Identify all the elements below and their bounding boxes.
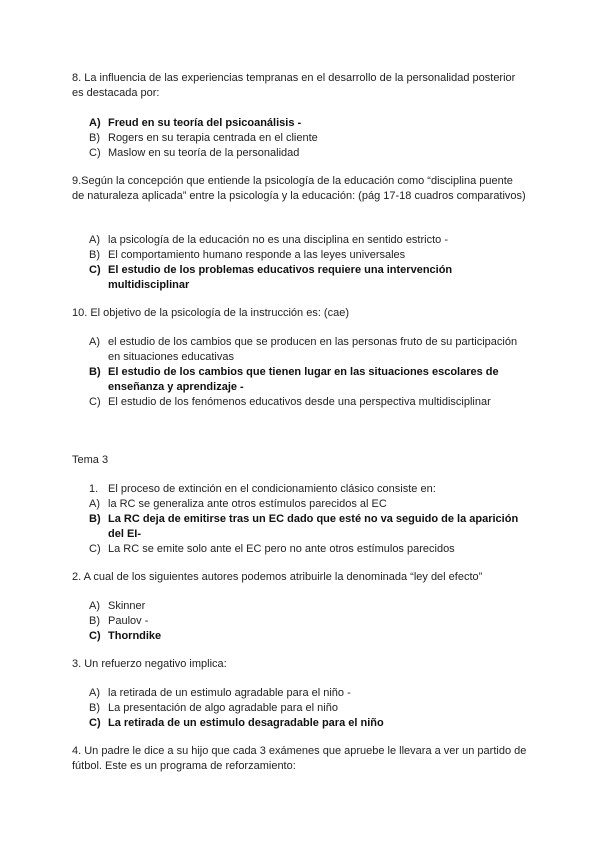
question-10-option-c: C) El estudio de los fenómenos educativos desde una perspectiva multidisciplinar [89, 396, 491, 408]
tema3-question-2-text: 2. A cual de los siguientes autores podemos atribuirle la denominada “ley del efecto” [72, 571, 483, 583]
tema3-question-4-text: 4. Un padre le dice a su hijo que cada 3 exámenes que apruebe le llevara a ver un partido de fútbol. Este es un programa de reforzamiento: [72, 745, 527, 772]
tema3-question-1-option-c: C) La RC se emite solo ante el EC pero no ante otros estímulos parecidos [89, 543, 455, 555]
question-9-option-c: C) El estudio de los problemas educativos requiere una intervención multidisciplinar [89, 264, 453, 291]
question-9-option-b: B) El comportamiento humano responde a las leyes universales [89, 249, 406, 261]
tema3-question-3-option-b: B) La presentación de algo agradable para el niño [89, 702, 338, 714]
tema3-question-2-options [89, 599, 529, 644]
tema3-question-3-option-c: C) La retirada de un estimulo desagradable para el niño [89, 717, 384, 729]
question-10-option-a: A) el estudio de los cambios que se producen en las personas fruto de su participación en situaciones educativas [89, 336, 518, 363]
tema3-question-1-options [89, 497, 529, 557]
tema3-question-2-option-b: B) Paulov - [89, 615, 149, 627]
section-heading: Tema 3 [72, 454, 109, 466]
question-8-option-c: C) Maslow en su teoría de la personalidad [89, 147, 300, 159]
question-10-options [89, 335, 529, 410]
tema3-question-3-option-a: A) la retirada de un estimulo agradable para el niño - [89, 687, 351, 699]
tema3-question-3-text: 3. Un refuerzo negativo implica: [72, 658, 227, 670]
tema3-question-1-option-a: A) la RC se generaliza ante otros estímulos parecidos al EC [89, 498, 387, 510]
question-8-option-b: B) Rogers en su terapia centrada en el cliente [89, 132, 318, 144]
question-8-text: 8. La influencia de las experiencias tempranas en el desarrollo de la personalidad posterior es destacada por: [72, 72, 516, 99]
question-8-options [89, 116, 529, 161]
tema3-question-1-option-b: B) La RC deja de emitirse tras un EC dado que esté no va seguido de la aparición del EI- [89, 513, 519, 540]
question-8-option-a: A) Freud en su teoría del psicoanálisis - [89, 117, 302, 129]
question-10-text: 10. El objetivo de la psicología de la instrucción es: (cae) [72, 307, 349, 319]
question-9-options [89, 233, 529, 293]
tema3-question-2-option-a: A) Skinner [89, 600, 146, 612]
question-9-text: 9.Según la concepción que entiende la psicología de la educación como “disciplina puente de naturaleza aplicada” entre la psicología y la educación: (pág 17-18 cuadros comparativos) [72, 175, 526, 202]
tema3-question-3-options [89, 686, 529, 731]
tema3-question-1-text: 1. El proceso de extinción en el condicionamiento clásico consiste en: [89, 483, 436, 495]
question-10-option-b: B) El estudio de los cambios que tienen lugar en las situaciones escolares de enseñanza y aprendizaje - [89, 366, 499, 393]
question-9-option-a: A) la psicología de la educación no es una disciplina en sentido estricto - [89, 234, 448, 246]
tema3-question-2-option-c: C) Thorndike [89, 630, 162, 642]
